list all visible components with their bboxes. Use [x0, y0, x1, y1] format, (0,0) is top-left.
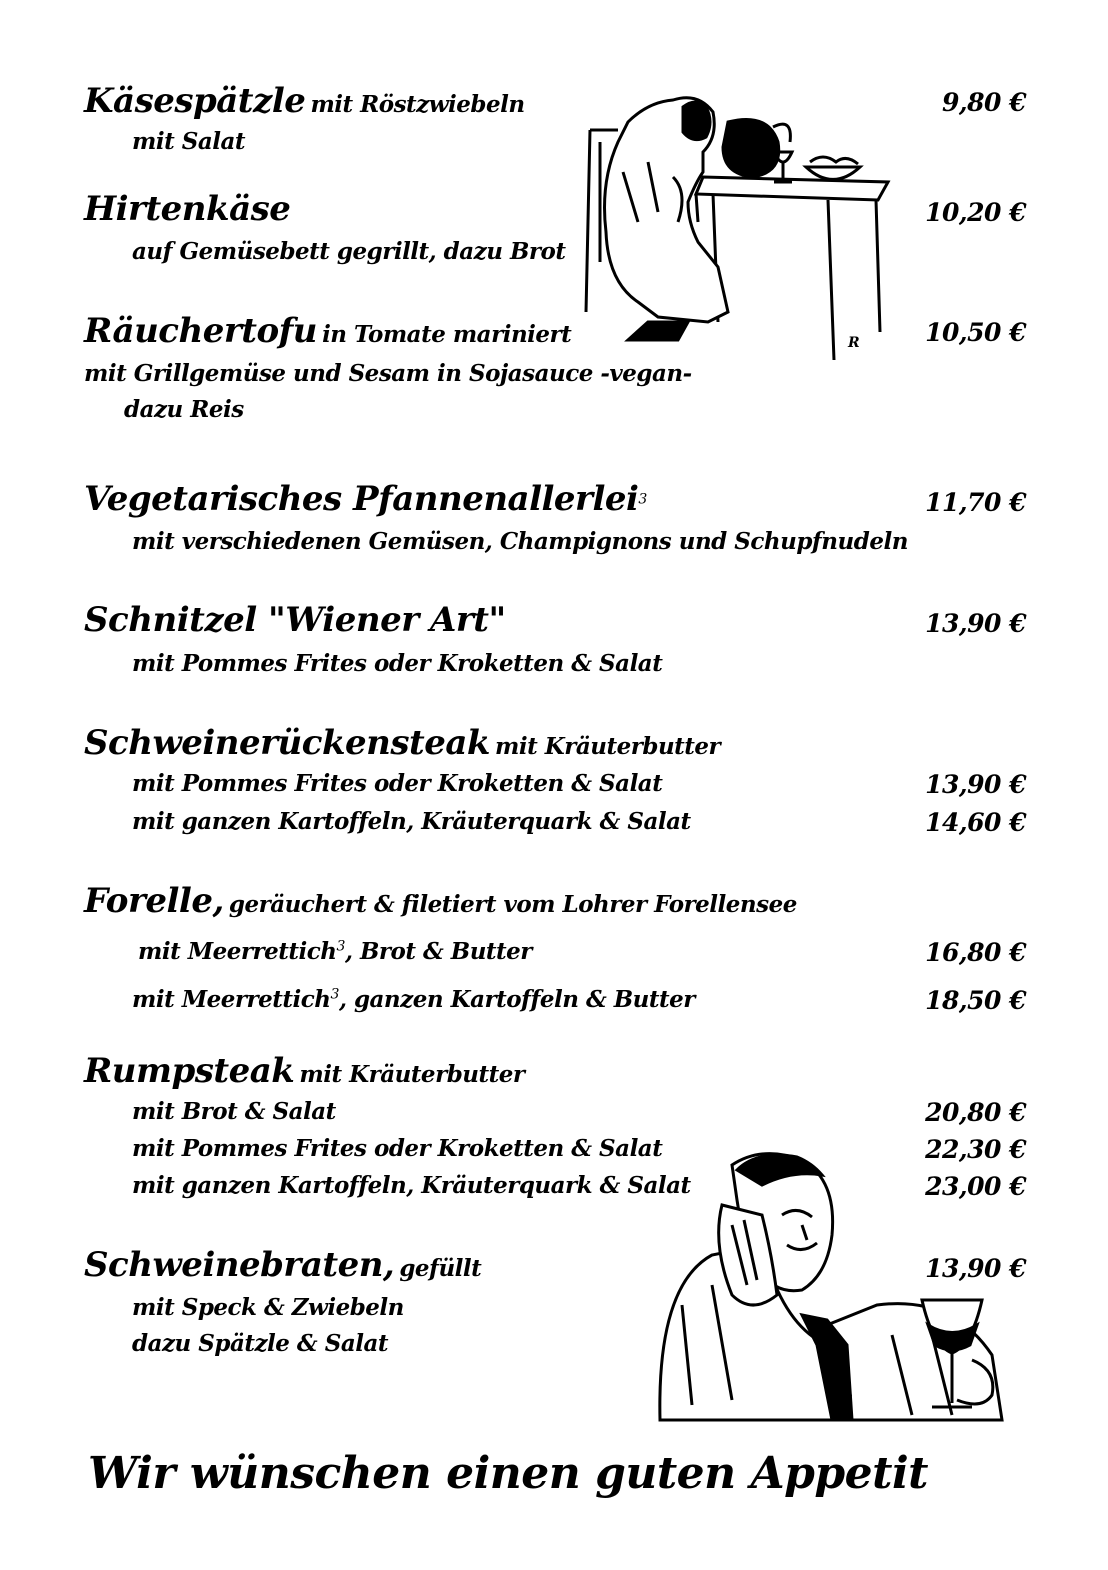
dish-description: mit Salat — [132, 128, 245, 155]
dish-description-text: mit Meerrettich — [132, 986, 331, 1013]
dish-name: Rumpsteak — [84, 1051, 295, 1091]
dish-suffix: mit Kräuterbutter — [299, 1061, 525, 1088]
dish-name: Schnitzel "Wiener Art" — [84, 600, 506, 640]
dish-description: mit Speck & Zwiebeln — [132, 1294, 404, 1321]
menu-item-vegetarisches-pfannenallerlei — [84, 479, 647, 519]
menu-item-kaesespaetzle — [84, 81, 525, 121]
dish-price: 16,80 € — [925, 938, 1026, 967]
dish-description: mit Pommes Frites oder Kroketten & Salat — [132, 1135, 663, 1162]
dish-price: 11,70 € — [925, 488, 1026, 517]
dish-description: auf Gemüsebett gegrillt, dazu Brot — [132, 238, 566, 265]
dish-description-text: , Brot & Butter — [344, 938, 532, 965]
menu-item-rumpsteak — [84, 1051, 525, 1091]
menu-item-hirtenkaese — [84, 189, 291, 229]
dish-suffix: mit Kräuterbutter — [495, 733, 721, 760]
dish-price: 10,50 € — [925, 318, 1026, 347]
dish-description: mit Brot & Salat — [132, 1098, 336, 1125]
allergen-mark: 3 — [336, 938, 345, 955]
menu-item-schweinebraten — [84, 1245, 482, 1285]
dish-name: Käsespätzle — [84, 81, 306, 121]
dish-suffix: gefüllt — [399, 1255, 482, 1282]
dish-description-text: , ganzen Kartoffeln & Butter — [338, 986, 695, 1013]
dish-description: dazu Spätzle & Salat — [132, 1330, 388, 1357]
dish-description — [138, 940, 532, 963]
dish-name: Forelle, — [84, 881, 224, 921]
dish-description — [132, 988, 695, 1011]
dish-name: Schweinerückensteak — [84, 723, 490, 763]
dish-description: mit Pommes Frites oder Kroketten & Salat — [132, 770, 663, 797]
dish-name: Hirtenkäse — [84, 189, 291, 229]
dish-suffix: mit Röstzwiebeln — [310, 91, 525, 118]
dish-price: 13,90 € — [925, 1254, 1026, 1283]
dish-description: mit Grillgemüse und Sesam in Sojasauce -vegan- — [84, 360, 692, 387]
dish-price: 14,60 € — [925, 808, 1026, 837]
allergen-mark: 3 — [330, 986, 339, 1003]
footer-greeting: Wir wünschen einen guten Appetit — [88, 1448, 928, 1499]
dish-description: dazu Reis — [124, 396, 244, 423]
menu-item-schnitzel — [84, 600, 506, 640]
dish-description: mit ganzen Kartoffeln, Kräuterquark & Salat — [132, 1172, 691, 1199]
dish-name: Räuchertofu — [84, 311, 317, 351]
dish-description: mit ganzen Kartoffeln, Kräuterquark & Salat — [132, 808, 691, 835]
dish-price: 13,90 € — [925, 609, 1026, 638]
allergen-mark: 3 — [638, 491, 647, 508]
svg-text:R: R — [842, 1392, 853, 1407]
dish-suffix: in Tomate mariniert — [322, 321, 572, 348]
dish-price: 20,80 € — [925, 1098, 1026, 1127]
menu-item-raeuchertofu — [84, 311, 572, 351]
svg-text:R: R — [848, 335, 860, 351]
dish-description-text: mit Meerrettich — [138, 938, 337, 965]
dish-price: 13,90 € — [925, 770, 1026, 799]
dish-price: 22,30 € — [925, 1135, 1026, 1164]
menu-item-schweinerueckensteak — [84, 723, 721, 763]
dish-suffix: geräuchert & filetiert vom Lohrer Forellensee — [228, 891, 797, 918]
dish-name: Schweinebraten, — [84, 1245, 395, 1285]
dish-price: 23,00 € — [925, 1172, 1026, 1201]
dish-price: 18,50 € — [925, 986, 1026, 1015]
dish-description: mit verschiedenen Gemüsen, Champignons und Schupfnudeln — [132, 528, 908, 555]
menu-item-forelle — [84, 881, 797, 921]
dish-price: 10,20 € — [925, 198, 1026, 227]
dish-name: Vegetarisches Pfannenallerlei — [84, 479, 639, 519]
dish-price: 9,80 € — [942, 88, 1026, 117]
dish-description: mit Pommes Frites oder Kroketten & Salat — [132, 650, 663, 677]
man-at-table-illustration — [578, 82, 898, 364]
